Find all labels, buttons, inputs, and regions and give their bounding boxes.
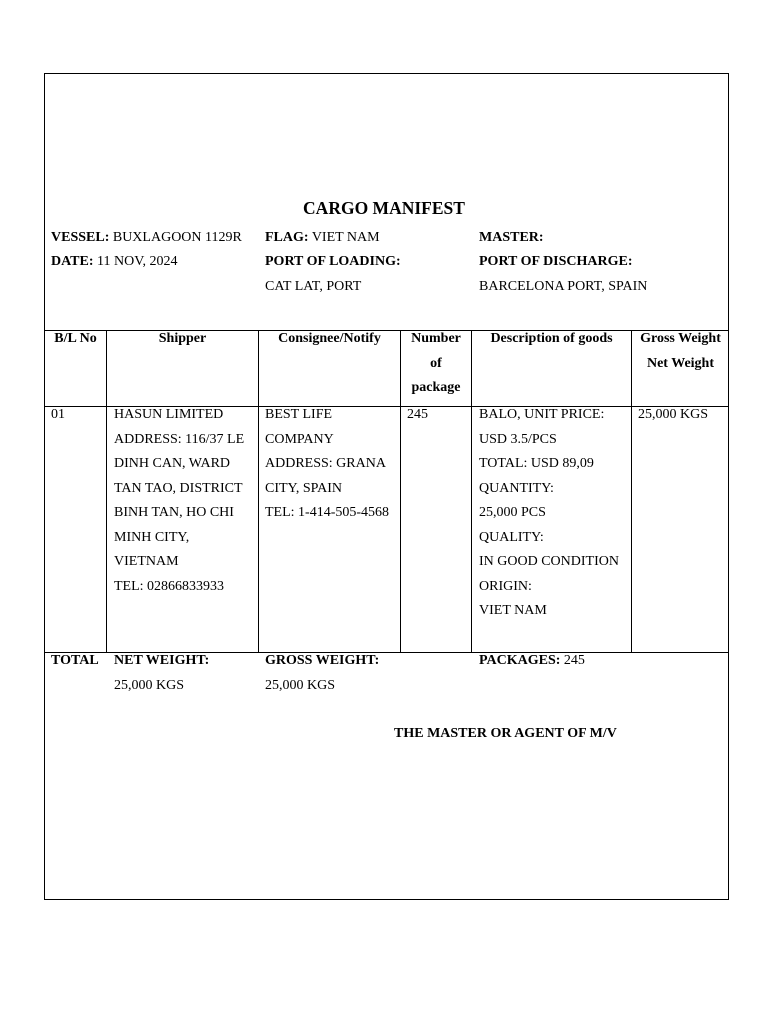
cell-weight: 25,000 KGS bbox=[638, 407, 709, 422]
cell-consignee bbox=[265, 403, 389, 526]
packages-label: PACKAGES: bbox=[479, 653, 561, 668]
consignee-line: TEL: 1-414-505-4568 bbox=[265, 505, 390, 520]
consignee-line: CITY, SPAIN bbox=[265, 480, 343, 496]
column-divider bbox=[631, 330, 632, 652]
description-line: 25,000 PCS bbox=[479, 505, 546, 520]
column-header-shipper: Shipper bbox=[158, 331, 207, 346]
date-value: 11 NOV, 2024 bbox=[97, 254, 178, 269]
column-header-consignee: Consignee/Notify bbox=[278, 331, 381, 346]
column-header-weight bbox=[632, 327, 729, 376]
net-weight-label bbox=[114, 649, 209, 673]
shipper-line: MINH CITY, bbox=[114, 529, 190, 545]
vessel-field bbox=[51, 226, 242, 250]
description-line: BALO, UNIT PRICE: bbox=[479, 407, 605, 422]
flag-field bbox=[265, 226, 380, 250]
shipper-line: VIETNAM bbox=[114, 554, 179, 569]
vessel-label: VESSEL: bbox=[51, 230, 110, 245]
net-weight-label-text: NET WEIGHT: bbox=[114, 653, 210, 668]
gross-weight-label-text: GROSS WEIGHT: bbox=[265, 653, 380, 668]
column-divider bbox=[258, 330, 259, 652]
cell-shipper bbox=[114, 403, 244, 599]
document-title: CARGO MANIFEST bbox=[303, 198, 465, 218]
description-line: USD 3.5/PCS bbox=[479, 431, 557, 447]
master-label: MASTER: bbox=[479, 230, 544, 245]
port-of-loading-field bbox=[265, 250, 401, 274]
packages-value: 245 bbox=[563, 653, 585, 668]
consignee-line: COMPANY bbox=[265, 431, 334, 447]
cell-description bbox=[479, 403, 619, 624]
column-header-line: Net Weight bbox=[646, 355, 714, 371]
master-field bbox=[479, 226, 544, 250]
shipper-line: TAN TAO, DISTRICT bbox=[114, 480, 243, 496]
flag-label: FLAG: bbox=[265, 230, 309, 245]
signature-line: THE MASTER OR AGENT OF M/V bbox=[394, 726, 617, 741]
consignee-line: BEST LIFE bbox=[265, 407, 333, 422]
consignee-line: ADDRESS: GRANA bbox=[265, 456, 386, 471]
description-line: IN GOOD CONDITION bbox=[479, 554, 619, 569]
description-line: QUALITY: bbox=[479, 529, 544, 545]
vessel-value: BUXLAGOON 1129R bbox=[112, 230, 242, 245]
column-header-bl-no: B/L No bbox=[54, 331, 97, 346]
column-header-description: Description of goods bbox=[490, 331, 613, 346]
description-line: TOTAL: USD 89,09 bbox=[479, 456, 594, 471]
description-line: ORIGIN: bbox=[479, 578, 532, 594]
flag-value: VIET NAM bbox=[311, 230, 380, 245]
date-label: DATE: bbox=[51, 254, 94, 269]
port-of-loading-value: CAT LAT, PORT bbox=[265, 279, 362, 294]
column-header-line: Gross Weight bbox=[640, 331, 721, 346]
description-line: VIET NAM bbox=[479, 603, 547, 618]
shipper-line: TEL: 02866833933 bbox=[114, 578, 225, 594]
cell-bl-no: 01 bbox=[51, 407, 65, 422]
date-field bbox=[51, 250, 178, 274]
port-of-discharge-label: PORT OF DISCHARGE: bbox=[479, 254, 633, 269]
net-weight-value: 25,000 KGS bbox=[114, 678, 185, 693]
column-divider bbox=[471, 330, 472, 652]
column-header-number-of-package bbox=[401, 327, 471, 401]
total-label bbox=[51, 649, 99, 673]
port-of-loading-label: PORT OF LOADING: bbox=[265, 254, 401, 269]
shipper-line: HASUN LIMITED bbox=[114, 407, 224, 422]
shipper-line: BINH TAN, HO CHI bbox=[114, 505, 234, 520]
gross-weight-label bbox=[265, 649, 379, 673]
port-of-discharge-field bbox=[479, 250, 633, 274]
column-header-line: Number bbox=[411, 331, 461, 346]
packages-total bbox=[479, 649, 585, 673]
column-divider bbox=[106, 330, 107, 652]
column-header-line: of bbox=[430, 355, 442, 371]
shipper-line: ADDRESS: 116/37 LE bbox=[114, 431, 245, 447]
gross-weight-value: 25,000 KGS bbox=[265, 678, 336, 693]
total-label-text: TOTAL bbox=[51, 653, 99, 668]
cell-packages: 245 bbox=[407, 407, 428, 422]
column-header-line: package bbox=[411, 380, 461, 395]
shipper-line: DINH CAN, WARD bbox=[114, 456, 231, 471]
description-line: QUANTITY: bbox=[479, 480, 554, 496]
port-of-discharge-value: BARCELONA PORT, SPAIN bbox=[479, 279, 648, 294]
